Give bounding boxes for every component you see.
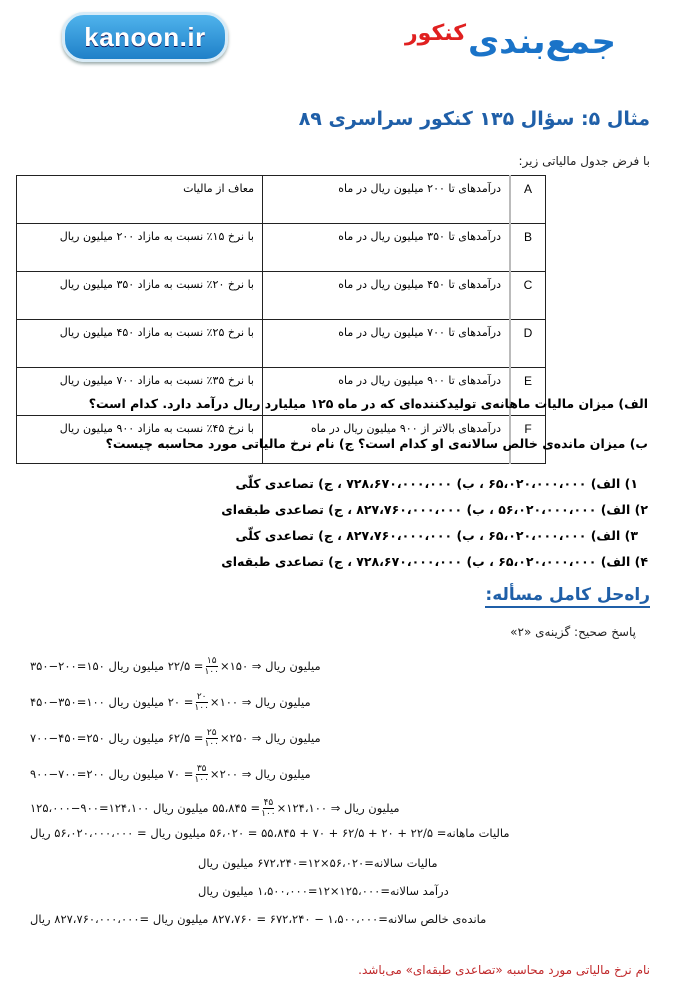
- tax-cell-range: درآمدهای بالاتر از ۹۰۰ میلیون ریال در ماه: [263, 416, 511, 464]
- annual-income-line: درآمد سالانه=۱۲۵،۰۰۰×۱۲=۱،۵۰۰،۰۰۰ میلیون ریال: [198, 884, 449, 898]
- step-left: ۱۲۵،۰۰۰−۹۰۰=۱۲۴،۱۰۰ میلیون ریال ⇒ ۱۲۴،۱۰۰×: [30, 801, 400, 815]
- tax-cell-rate: با نرخ ۲۰٪ نسبت به مازاد ۳۵۰ میلیون ریال: [17, 272, 263, 320]
- solution-step: [30, 692, 311, 713]
- solution-step: [30, 798, 400, 819]
- fraction-numerator: ۲۰: [196, 692, 207, 702]
- tax-table-row: [17, 320, 546, 368]
- tax-cell-letter: B: [510, 224, 546, 272]
- tax-cell-rate: با نرخ ۳۵٪ نسبت به مازاد ۷۰۰ میلیون ریال: [17, 368, 263, 416]
- option-3[interactable]: ۳) الف) ۶۵،۰۲۰،۰۰۰،۰۰۰ ، ب) ۸۲۷،۷۶۰،۰۰۰،۰۰۰ ، ج) تصاعدی کلّی: [235, 528, 638, 543]
- correct-answer: پاسخ صحیح: گزینه‌ی «۲»: [510, 625, 636, 639]
- option-1[interactable]: ۱) الف) ۶۵،۰۲۰،۰۰۰،۰۰۰ ، ب) ۷۲۸،۶۷۰،۰۰۰،۰۰۰ ، ج) تصاعدی کلّی: [235, 476, 638, 491]
- tax-cell-letter: A: [510, 176, 546, 224]
- solution-title: راه‌حل کامل مسأله:: [485, 585, 650, 608]
- step-left: ۴۵۰−۳۵۰=۱۰۰ میلیون ریال ⇒ ۱۰۰×: [30, 695, 311, 709]
- step-left: ۳۵۰−۲۰۰=۱۵۰ میلیون ریال ⇒ ۱۵۰×: [30, 659, 321, 673]
- tax-cell-range: درآمدهای تا ۳۵۰ میلیون ریال در ماه: [263, 224, 511, 272]
- step-right: = ۲۰ میلیون ریال: [108, 695, 194, 709]
- conclusion: نام نرخ مالیاتی مورد محاسبه «تصاعدی طبقه‌ای» می‌باشد.: [358, 963, 650, 977]
- brand-title: [405, 14, 616, 62]
- fraction: [194, 764, 209, 785]
- option-4[interactable]: ۴) الف) ۶۵،۰۲۰،۰۰۰،۰۰۰ ، ب) ۷۲۸،۶۷۰،۰۰۰،۰۰۰ ، ج) تصاعدی طبقه‌ای: [221, 554, 648, 569]
- net-annual-line: مانده‌ی خالص سالانه=۱،۵۰۰،۰۰۰ − ۶۷۲،۲۴۰ = ۸۲۷،۷۶۰ میلیون ریال =۸۲۷،۷۶۰،۰۰۰،۰۰۰ ریال: [30, 912, 487, 926]
- fraction: [204, 728, 219, 749]
- tax-cell-rate: با نرخ ۲۵٪ نسبت به مازاد ۴۵۰ میلیون ریال: [17, 320, 263, 368]
- problem-intro: با فرض جدول مالیاتی زیر:: [518, 154, 650, 168]
- fraction-denominator: ۱۰۰: [194, 775, 209, 785]
- question-bc: ب) میزان مانده‌ی خالص سالانه‌ی او کدام است؟ ج) نام نرخ مالیاتی مورد محاسبه چیست؟: [105, 436, 648, 451]
- tax-table: [16, 175, 546, 464]
- brand-part2: کنکور: [404, 21, 467, 46]
- tax-cell-range: درآمدهای تا ۹۰۰ میلیون ریال در ماه: [263, 368, 511, 416]
- solution-step: [30, 656, 321, 677]
- step-left: ۹۰۰−۷۰۰=۲۰۰ میلیون ریال ⇒ ۲۰۰×: [30, 767, 311, 781]
- solution-step: [30, 728, 321, 749]
- annual-tax-line: مالیات سالانه=۵۶،۰۲۰×۱۲=۶۷۲،۲۴۰ میلیون ریال: [198, 856, 438, 870]
- brand-part1: جمع‌بندی: [468, 22, 616, 62]
- tax-cell-letter: C: [510, 272, 546, 320]
- fraction-denominator: ۱۰۰: [204, 739, 219, 749]
- step-left: ۷۰۰−۴۵۰=۲۵۰ میلیون ریال ⇒ ۲۵۰×: [30, 731, 321, 745]
- tax-cell-rate: با نرخ ۱۵٪ نسبت به مازاد ۲۰۰ میلیون ریال: [17, 224, 263, 272]
- step-right: = ۷۰ میلیون ریال: [108, 767, 194, 781]
- step-right: = ۶۲/۵ میلیون ریال: [108, 731, 204, 745]
- step-right: = ۵۵،۸۴۵ میلیون ریال: [153, 801, 261, 815]
- tax-cell-range: درآمدهای تا ۲۰۰ میلیون ریال در ماه: [263, 176, 511, 224]
- tax-cell-range: درآمدهای تا ۷۰۰ میلیون ریال در ماه: [263, 320, 511, 368]
- solution-step: [30, 764, 311, 785]
- problem-title: مثال ۵: سؤال ۱۳۵ کنکور سراسری ۸۹: [298, 108, 650, 130]
- tax-table-row: [17, 176, 546, 224]
- tax-cell-rate: با نرخ ۴۵٪ نسبت به مازاد ۹۰۰ میلیون ریال: [17, 416, 263, 464]
- fraction-numerator: ۳۵: [196, 764, 207, 774]
- fraction-numerator: ۱۵: [206, 656, 217, 666]
- monthly-tax-line: مالیات ماهانه= ۲۲/۵ + ۲۰ + ۶۲/۵ + ۷۰ + ۵۵،۸۴۵ = ۵۶،۰۲۰ میلیون ریال = ۵۶،۰۲۰،۰۰۰،۰۰۰ ریال: [30, 826, 510, 840]
- tax-cell-letter: F: [510, 416, 546, 464]
- fraction-numerator: ۲۵: [206, 728, 217, 738]
- fraction: [261, 798, 276, 819]
- step-right: = ۲۲/۵ میلیون ریال: [108, 659, 204, 673]
- fraction-denominator: ۱۰۰: [204, 667, 219, 677]
- fraction: [194, 692, 209, 713]
- question-a: الف) میزان مالیات ماهانه‌ی تولیدکننده‌ای که در ماه ۱۲۵ میلیارد ریال درآمد دارد. کدام است؟: [88, 396, 648, 411]
- tax-cell-letter: E: [510, 368, 546, 416]
- tax-cell-letter: D: [510, 320, 546, 368]
- tax-table-row: [17, 224, 546, 272]
- option-2[interactable]: ۲) الف) ۵۶،۰۲۰،۰۰۰،۰۰۰ ، ب) ۸۲۷،۷۶۰،۰۰۰،۰۰۰ ، ج) تصاعدی طبقه‌ای: [221, 502, 648, 517]
- fraction-denominator: ۱۰۰: [261, 809, 276, 819]
- fraction-numerator: ۴۵: [263, 798, 274, 808]
- fraction: [204, 656, 219, 677]
- tax-cell-rate: معاف از مالیات: [17, 176, 263, 224]
- logo-text: kanoon.ir: [84, 21, 206, 52]
- tax-cell-range: درآمدهای تا ۴۵۰ میلیون ریال در ماه: [263, 272, 511, 320]
- tax-table-row: [17, 272, 546, 320]
- fraction-denominator: ۱۰۰: [194, 703, 209, 713]
- kanoon-logo: [62, 12, 228, 62]
